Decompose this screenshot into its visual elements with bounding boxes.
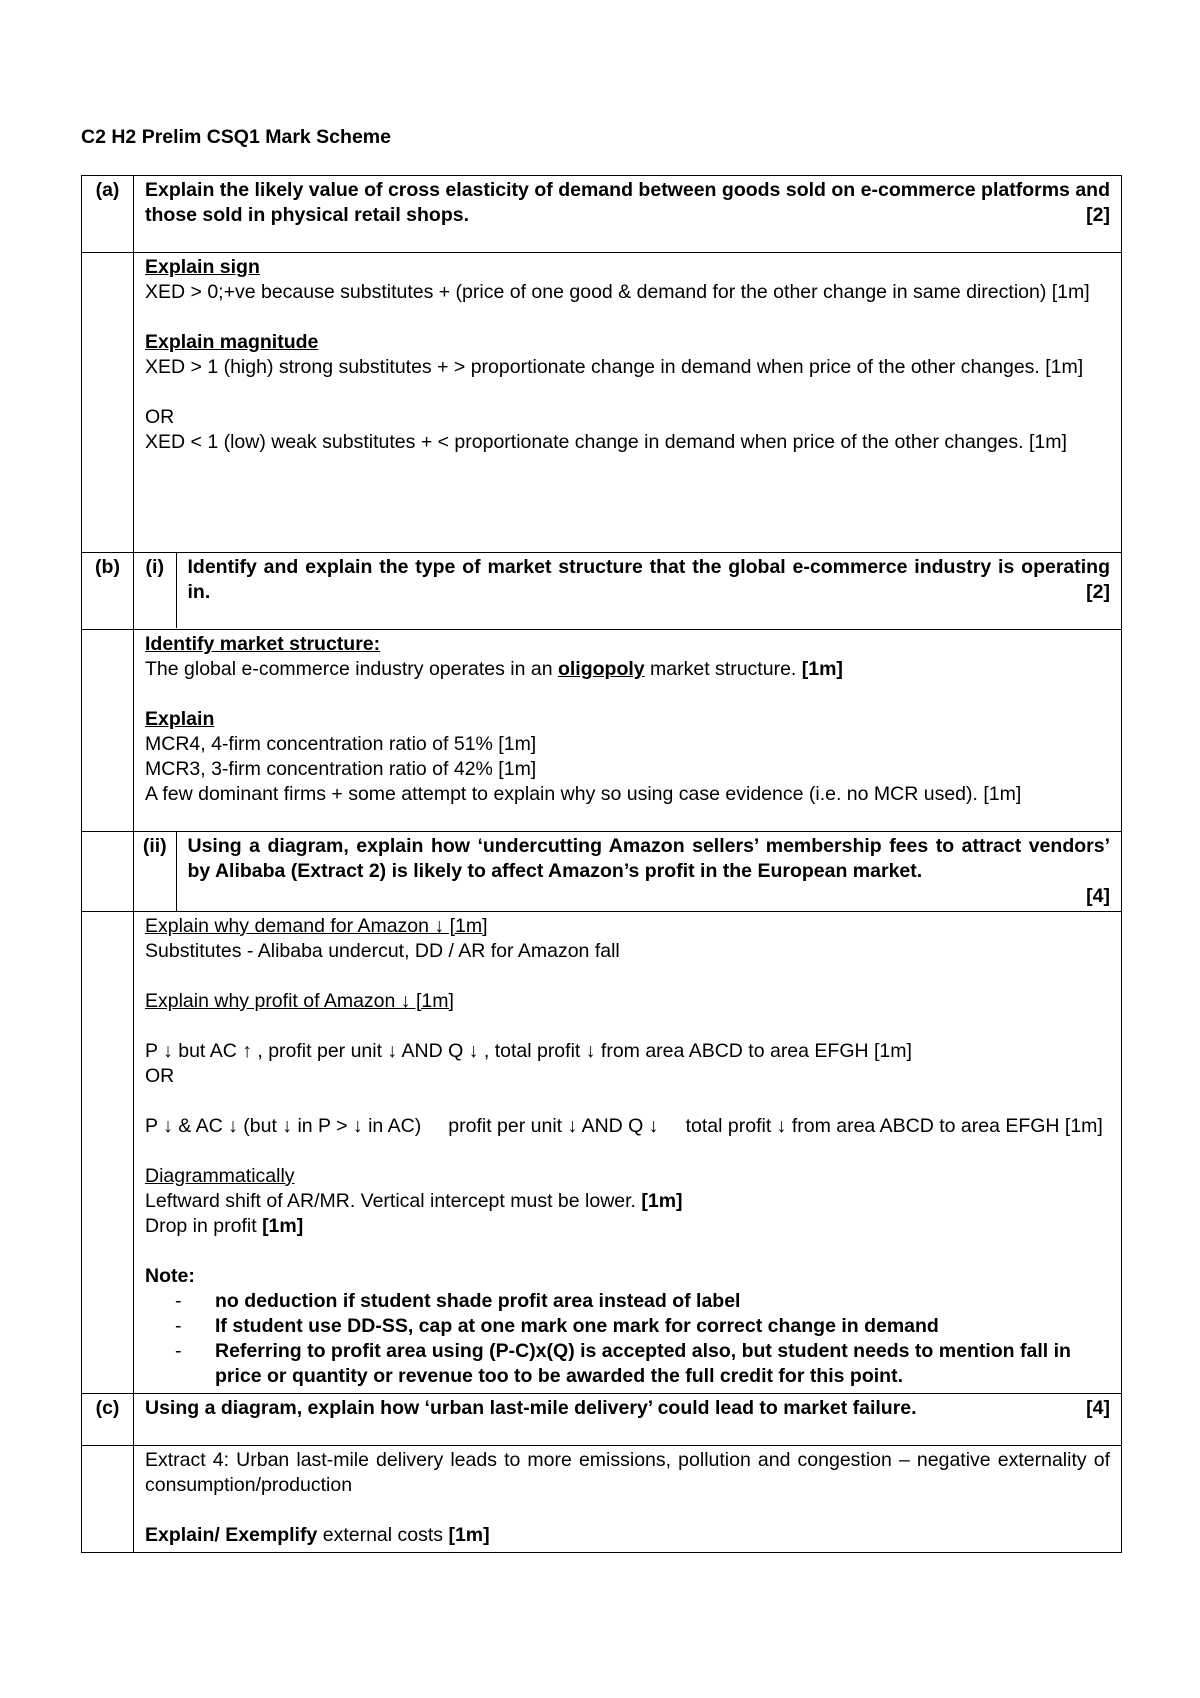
answer-text: MCR4, 4-firm concentration ratio of 51% [1m] <box>145 733 537 755</box>
marks-b-ii: [4] <box>1086 885 1110 907</box>
question-c: Using a diagram, explain how ‘urban last-mile delivery’ could lead to market failure. [4] <box>145 1397 1110 1419</box>
note-item: - no deduction if student shade profit area instead of label <box>145 1289 1110 1314</box>
oligopoly-term: oligopoly <box>557 658 645 680</box>
mark-scheme-table <box>81 175 1122 1553</box>
answer-text: Explain/ Exemplify external costs [1m] <box>145 1524 490 1546</box>
answer-text: Extract 4: Urban last-mile delivery leads to more emissions, pollution and congestion – negative externality of consumption/production <box>145 1449 1110 1496</box>
row-a-question <box>82 176 1122 253</box>
row-c-answer <box>82 1446 1122 1553</box>
heading-explain: Explain <box>145 708 215 730</box>
row-b-ii-question <box>82 832 1122 912</box>
answer-text: XED > 0;+ve because substitutes + (price of one good & demand for the other change in same direction) [1m] <box>145 281 1090 303</box>
note-item: - If student use DD-SS, cap at one mark one mark for correct change in demand <box>145 1314 1110 1339</box>
row-a-answer <box>82 253 1122 553</box>
heading-identify-market-structure: Identify market structure: <box>145 633 381 655</box>
marks-a: [2] <box>1086 204 1110 226</box>
question-a: Explain the likely value of cross elasticity of demand between goods sold on e-commerce platforms and those sold in physical retail shops. [2] <box>145 179 1110 226</box>
answer-text: Substitutes - Alibaba undercut, DD / AR for Amazon fall <box>145 940 620 962</box>
label-a: (a) <box>82 176 134 253</box>
row-b-ii-answer <box>82 912 1122 1394</box>
answer-text: XED > 1 (high) strong substitutes + > proportionate change in demand when price of the other changes. [1m] <box>145 356 1084 378</box>
note-list <box>145 1289 1110 1389</box>
row-b-i-question <box>82 553 1122 630</box>
label-b: (b) <box>82 553 134 630</box>
question-b-ii: Using a diagram, explain how ‘undercutting Amazon sellers’ membership fees to attract vendors’ by Alibaba (Extract 2) is likely to affect Amazon’s profit in the European market. <box>187 835 1110 882</box>
answer-text: A few dominant firms + some attempt to explain why so using case evidence (i.e. no MCR used). [1m] <box>145 783 1022 805</box>
heading-diagrammatically: Diagrammatically <box>145 1165 295 1187</box>
note-item: - Referring to profit area using (P-C)x(Q) is accepted also, but student needs to mention fall in price or quantity or revenue too to be awarded the full credit for this point. <box>145 1339 1110 1389</box>
marks-b-i: [2] <box>1086 581 1110 603</box>
heading-explain-magnitude: Explain magnitude <box>145 331 319 353</box>
answer-or: OR <box>145 406 175 428</box>
answer-text: P ↓ but AC ↑ , profit per unit ↓ AND Q ↓ , total profit ↓ from area ABCD to area EFGH [1m] <box>145 1040 912 1062</box>
page-title: C2 H2 Prelim CSQ1 Mark Scheme <box>81 126 391 148</box>
answer-text: Drop in profit [1m] <box>145 1215 304 1237</box>
label-c: (c) <box>82 1394 134 1446</box>
marks-c: [4] <box>1086 1397 1110 1419</box>
answer-text: XED < 1 (low) weak substitutes + < proportionate change in demand when price of the other changes. [1m] <box>145 431 1067 453</box>
heading-explain-sign: Explain sign <box>145 256 260 278</box>
heading-profit-of-amazon: Explain why profit of Amazon ↓ [1m] <box>145 990 454 1012</box>
answer-text: Leftward shift of AR/MR. Vertical intercept must be lower. [1m] <box>145 1190 683 1212</box>
answer-or: OR <box>145 1065 175 1087</box>
label-b-ii: (ii) <box>134 832 176 911</box>
row-c-question <box>82 1394 1122 1446</box>
row-b-i-answer <box>82 630 1122 832</box>
heading-demand-for-amazon: Explain why demand for Amazon ↓ [1m] <box>145 915 488 937</box>
question-b-i: Identify and explain the type of market structure that the global e-commerce industry is operating in. [2] <box>187 556 1110 603</box>
answer-text: The global e-commerce industry operates in an oligopoly market structure. [1m] <box>145 658 843 680</box>
answer-text: MCR3, 3-firm concentration ratio of 42% [1m] <box>145 758 537 780</box>
note-heading: Note: <box>145 1265 195 1287</box>
answer-text: P ↓ & AC ↓ (but ↓ in P > ↓ in AC) profit per unit ↓ AND Q ↓ total profit ↓ from area ABCD to area EFGH [1m] <box>145 1115 1103 1137</box>
label-b-i: (i) <box>134 553 176 628</box>
